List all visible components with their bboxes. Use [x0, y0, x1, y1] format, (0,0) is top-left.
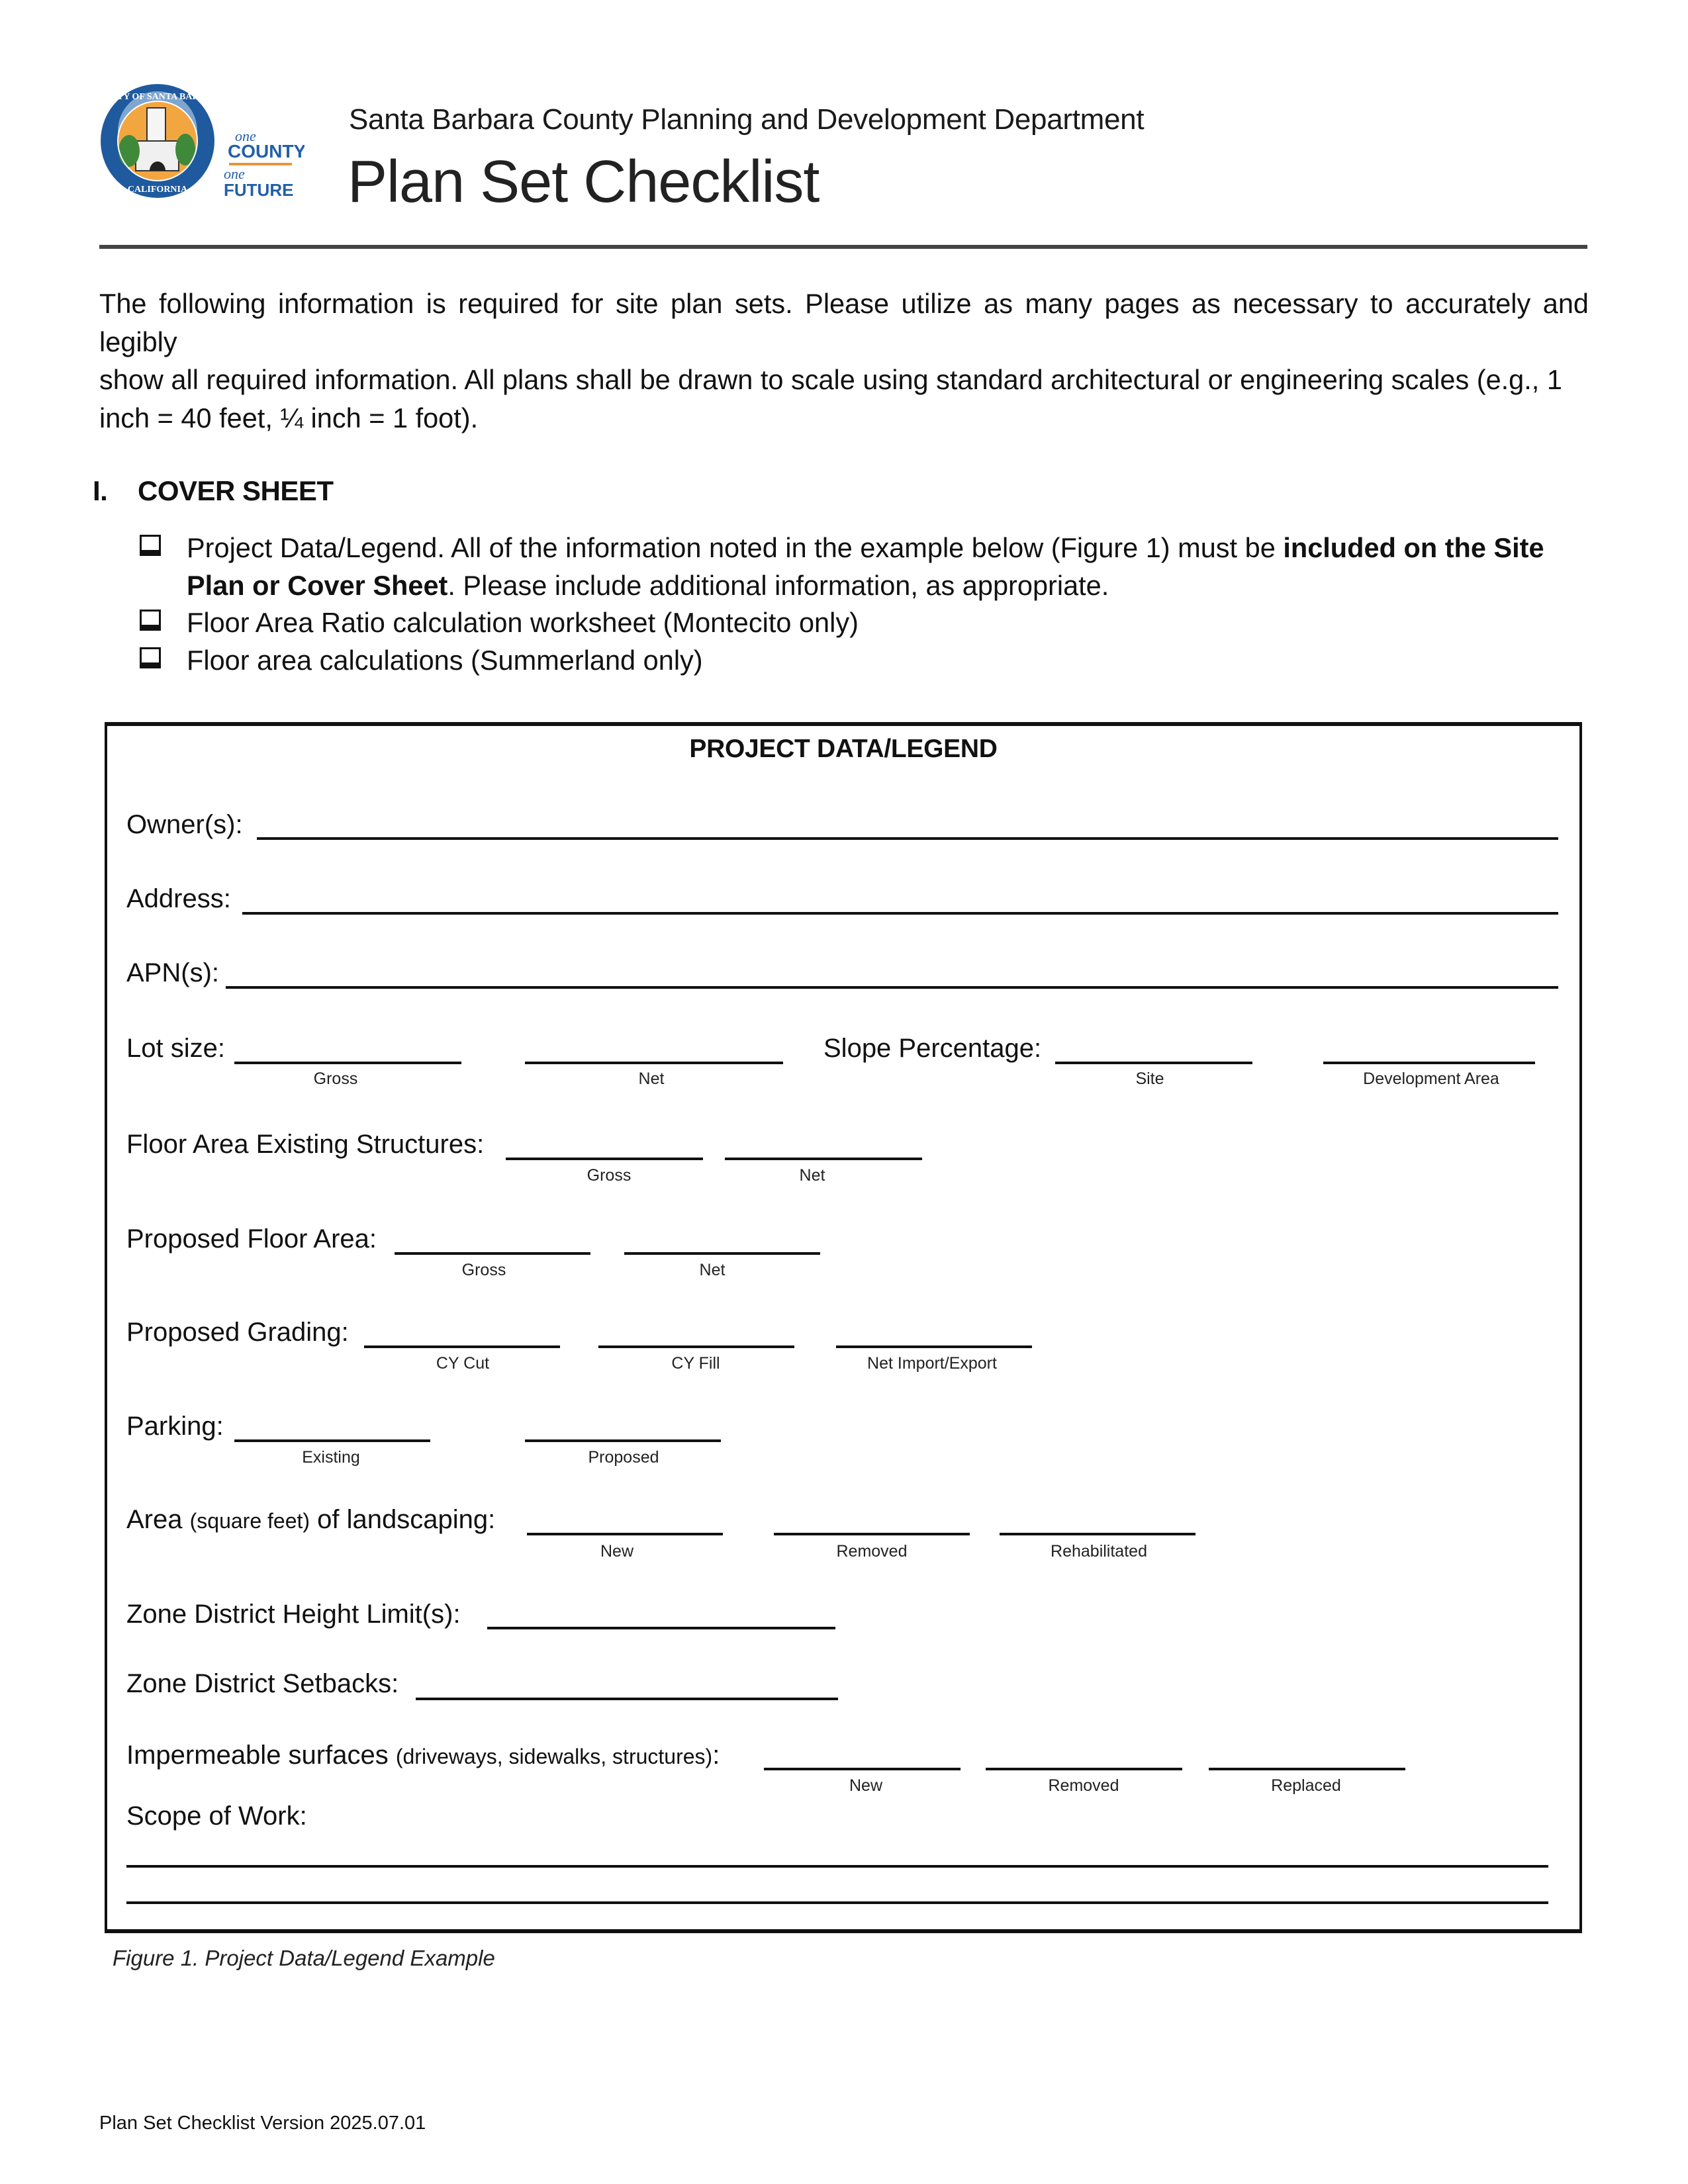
lot-size-label: Lot size:: [126, 1034, 225, 1063]
parking-existing-caption: Existing: [302, 1448, 360, 1467]
floor-existing-gross-field[interactable]: [506, 1158, 703, 1160]
impermeable-replaced-field[interactable]: [1209, 1768, 1405, 1770]
lot-size-gross-caption: Gross: [313, 1069, 358, 1088]
height-limit-label: Zone District Height Limit(s):: [126, 1600, 461, 1629]
parking-proposed-field[interactable]: [525, 1439, 721, 1442]
legend-box-title: PROJECT DATA/LEGEND: [689, 735, 998, 763]
floor-existing-label: Floor Area Existing Structures:: [126, 1130, 485, 1159]
landscaping-new-caption: New: [600, 1542, 634, 1561]
svg-text:COUNTY: COUNTY: [228, 141, 305, 161]
impermeable-removed-field[interactable]: [986, 1768, 1182, 1770]
scope-field-line-2[interactable]: [126, 1901, 1548, 1904]
parking-proposed-caption: Proposed: [588, 1448, 659, 1467]
section-heading: [93, 475, 334, 507]
item-text-bold: included on the Site: [1283, 532, 1544, 563]
figure-caption: Figure 1. Project Data/Legend Example: [113, 1946, 495, 1970]
landscaping-label-unit: (square feet): [189, 1509, 310, 1533]
svg-text:CALIFORNIA: CALIFORNIA: [127, 185, 188, 195]
svg-text:COUNTY OF SANTA BARBARA: COUNTY OF SANTA BARBARA: [99, 92, 226, 102]
impermeable-new-caption: New: [849, 1776, 883, 1795]
intro-paragraph: [99, 285, 1589, 437]
svg-text:one: one: [224, 165, 245, 182]
county-seal-icon: [99, 78, 305, 204]
owner-label: Owner(s):: [126, 810, 243, 839]
apn-field[interactable]: [226, 986, 1558, 989]
grading-cut-field[interactable]: [364, 1345, 560, 1348]
impermeable-label-text: Impermeable surfaces: [126, 1741, 396, 1770]
height-limit-field[interactable]: [487, 1627, 835, 1629]
slope-development-caption: Development Area: [1363, 1069, 1499, 1088]
grading-label: Proposed Grading:: [126, 1318, 349, 1347]
impermeable-replaced-caption: Replaced: [1271, 1776, 1341, 1795]
floor-proposed-net-caption: Net: [699, 1261, 726, 1279]
floor-proposed-net-field[interactable]: [624, 1252, 820, 1255]
impermeable-label: [126, 1741, 720, 1770]
grading-net-field[interactable]: [836, 1345, 1032, 1348]
intro-line: The following information is required for site plan sets. Please utilize as many pages as necessary to accurately and legibly: [99, 288, 1589, 357]
owner-field[interactable]: [257, 837, 1558, 840]
grading-fill-caption: CY Fill: [671, 1354, 720, 1373]
floor-existing-gross-caption: Gross: [586, 1166, 632, 1185]
landscaping-rehabilitated-field[interactable]: [1000, 1533, 1196, 1535]
slope-label: Slope Percentage:: [823, 1034, 1042, 1063]
impermeable-label-examples: (driveways, sidewalks, structures): [395, 1745, 713, 1768]
svg-text:one: one: [235, 128, 256, 144]
landscaping-rehabilitated-caption: Rehabilitated: [1051, 1542, 1147, 1561]
checkbox-project-data[interactable]: [140, 535, 161, 556]
floor-existing-net-field[interactable]: [725, 1158, 922, 1160]
floor-proposed-label: Proposed Floor Area:: [126, 1224, 377, 1253]
impermeable-label-text: :: [712, 1741, 720, 1770]
grading-cut-caption: CY Cut: [436, 1354, 490, 1373]
landscaping-new-field[interactable]: [527, 1533, 723, 1535]
setbacks-field[interactable]: [416, 1698, 838, 1700]
item-text-bold: Plan or Cover Sheet: [187, 570, 448, 601]
address-field[interactable]: [242, 912, 1558, 915]
floor-proposed-gross-caption: Gross: [461, 1261, 506, 1279]
lot-size-gross-field[interactable]: [234, 1062, 461, 1064]
grading-fill-field[interactable]: [598, 1345, 794, 1348]
floor-proposed-gross-field[interactable]: [395, 1252, 590, 1255]
scope-field-line-1[interactable]: [126, 1865, 1548, 1868]
grading-net-caption: Net Import/Export: [867, 1354, 997, 1373]
checkbox-floor-area-calc[interactable]: [140, 647, 161, 668]
checkbox-far-worksheet[interactable]: [140, 610, 161, 631]
lot-size-net-caption: Net: [638, 1069, 665, 1088]
header-divider: [99, 245, 1587, 249]
parking-label: Parking:: [126, 1412, 224, 1441]
apn-label: APN(s):: [126, 958, 219, 987]
svg-text:FUTURE: FUTURE: [224, 180, 294, 200]
landscaping-removed-field[interactable]: [774, 1533, 970, 1535]
setbacks-label: Zone District Setbacks:: [126, 1669, 399, 1698]
landscaping-removed-caption: Removed: [836, 1542, 908, 1561]
impermeable-new-field[interactable]: [764, 1768, 961, 1770]
footer-version: Plan Set Checklist Version 2025.07.01: [99, 2113, 426, 2134]
section-number: I.: [93, 475, 108, 506]
checklist-item-far-worksheet: Floor Area Ratio calculation worksheet (Montecito only): [187, 607, 859, 638]
landscaping-label-text: of landscaping:: [310, 1505, 496, 1534]
landscaping-label: [126, 1505, 495, 1535]
checklist-item-project-data-cont: [187, 570, 1109, 602]
intro-line: show all required information. All plans shall be drawn to scale using standard architectural or engineering scales (e.g., 1: [99, 364, 1562, 395]
item-text: Project Data/Legend. All of the information noted in the example below (Figure 1) must be: [187, 532, 1284, 563]
slope-site-field[interactable]: [1055, 1062, 1252, 1064]
slope-site-caption: Site: [1135, 1069, 1164, 1088]
slope-development-field[interactable]: [1323, 1062, 1535, 1064]
county-logo: [99, 78, 305, 204]
lot-size-net-field[interactable]: [525, 1062, 783, 1064]
page-title: Plan Set Checklist: [348, 149, 820, 215]
floor-existing-net-caption: Net: [799, 1166, 825, 1185]
impermeable-removed-caption: Removed: [1048, 1776, 1119, 1795]
parking-existing-field[interactable]: [234, 1439, 430, 1442]
checklist-item-floor-area-calc: Floor area calculations (Summerland only): [187, 645, 703, 676]
section-title: COVER SHEET: [138, 475, 334, 506]
address-label: Address:: [126, 884, 231, 913]
item-text: . Please include additional information, as appropriate.: [447, 570, 1109, 601]
scope-label: Scope of Work:: [126, 1801, 307, 1831]
landscaping-label-text: Area: [126, 1505, 190, 1534]
checklist-item-project-data: [187, 532, 1544, 564]
intro-line: inch = 40 feet, ¼ inch = 1 foot).: [99, 402, 479, 433]
department-name: Santa Barbara County Planning and Development Department: [349, 103, 1145, 136]
